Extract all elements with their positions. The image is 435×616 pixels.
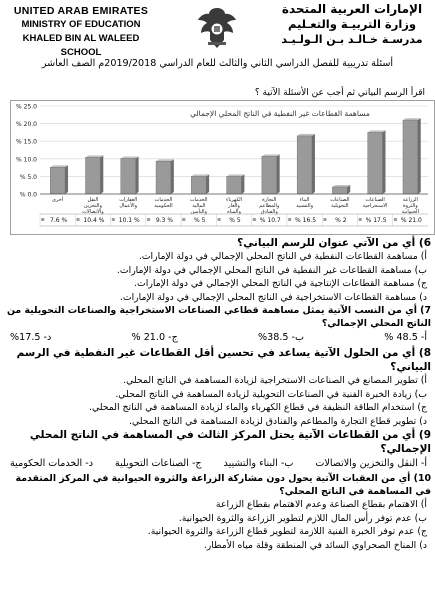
question-9-stem: 9) أي من القطاعات الآتية يحتل المركز الثالث في المساهمة في الناتج المحلي الإجمالي؟ [29, 429, 431, 455]
legend-swatch [359, 218, 362, 221]
bar-chart [10, 100, 435, 235]
question-6-option-d[interactable]: د) مساهمة القطاعات الاستخراجية في الناتج المحلي الإجمالي في دولة الإمارات. [119, 291, 427, 303]
x-tick-label: الصناعات الاستخراجية [362, 197, 388, 209]
bar-side [312, 134, 315, 194]
data-label: % 5 [194, 217, 206, 224]
question-6-option-a[interactable]: أ) مساهمة القطاعات النفطية في الناتج المحلي الإجمالي في دولة الإمارات. [138, 251, 427, 262]
legend-swatch [41, 218, 44, 221]
data-label: % 16.5 [295, 217, 317, 224]
question-7-option-a[interactable]: أ- 48.5 % [384, 332, 427, 343]
bar-side [382, 130, 385, 194]
question-6-stem: 6) أي من الآتي عنوان للرسم البياني؟ [237, 237, 431, 249]
question-10-option-b[interactable]: ب) عدم توفر رأس المال اللازم لتطوير الزراعة والثروة الحيوانية. [178, 512, 427, 524]
legend-swatch [323, 218, 326, 221]
legend-swatch [253, 218, 256, 221]
y-tick-label: % 20.0 [16, 121, 37, 129]
country-name-en: UNITED ARAB EMIRATES [13, 5, 149, 17]
bar [50, 167, 65, 194]
bar-side [136, 156, 139, 194]
school-name-en: KHALED BIN AL WALEED SCHOOL [22, 33, 140, 58]
chart-svg [10, 100, 435, 235]
question-6-option-b[interactable]: ب) مساهمة القطاعات غير النفطية في الناتج المحلي الإجمالي في دولة الإمارات. [116, 264, 427, 276]
instruction: اقرأ الرسم البياني ثم أجب عن الأسئلة الآتية ؟ [254, 88, 425, 98]
question-6-option-c[interactable]: ج) مساهمة القطاعات الإنتاجية في الناتج المحلي الإجمالي في دولة الإمارات. [134, 278, 427, 289]
bar-top [332, 185, 350, 187]
legend-swatch [394, 218, 397, 221]
x-tick-label: الخدمات المالية والتأمين [189, 197, 208, 215]
bar [297, 136, 312, 194]
country-name-ar: الإمارات العربية المتحدة [281, 2, 423, 16]
ministry-name-en: MINISTRY OF EDUCATION [21, 19, 141, 30]
question-7-option-c[interactable]: ج- 21.0 % [131, 332, 178, 343]
data-label: % 17.5 [365, 217, 387, 224]
y-tick-label: % 25.0 [16, 103, 37, 111]
bar [86, 157, 101, 194]
question-10-stem: 10) أي من العقبات الآتية يحول دون مشاركة الزراعة والثروة الحيوانية في المركز المتقدمة في المساهمة في الناتج المحلي؟ [15, 473, 431, 497]
page-header [0, 0, 435, 60]
ministry-name-ar: وزارة التربيـة والتعـليم [287, 17, 417, 31]
bar-top [403, 118, 421, 120]
bar [332, 187, 347, 194]
bar-top [297, 134, 315, 136]
x-tick-label: العقارات والأعمال [119, 197, 138, 209]
data-label: % 2 [335, 217, 347, 224]
legend-swatch [112, 218, 115, 221]
y-tick-label: % 5.0 [19, 173, 37, 181]
x-tick-label: الخدمات الحكومية [154, 197, 173, 209]
bar-side [65, 165, 68, 194]
question-7-stem: 7) أي من النسب الآتية يمثل مساهمة قطاعي الصناعات الاستخراجية والصناعات التحويلية من الناتج المحلي الإجمالي؟ [6, 305, 431, 329]
bar [156, 161, 171, 194]
x-tick-label: أخرى [52, 197, 64, 203]
question-8-option-a[interactable]: أ) تطوير المصانع في الصناعات الاستخراجية لزيادة المساهمة في الناتج المحلي. [123, 375, 427, 386]
bar-side [418, 118, 421, 194]
bar-top [227, 174, 245, 176]
data-label: % 10.7 [259, 217, 281, 224]
chart-title: مساهمة القطاعات غير النفطية في الناتج المحلي الإجمالي [190, 109, 370, 118]
legend-swatch [218, 218, 221, 221]
data-label: 10.1 % [118, 217, 140, 224]
bar-top [156, 159, 174, 161]
data-label: 10.4 % [83, 217, 105, 224]
x-tick-label: الكهرباء والغاز والمياه [225, 197, 243, 215]
bar [262, 156, 277, 194]
question-10-option-c[interactable]: ج) عدم توفر الخبرة الفنية اللازمة لتطوير قطاع الزراعة والثروة الحيوانية. [147, 526, 427, 537]
data-label: % 21.0 [400, 217, 422, 224]
x-tick-label: الزراعة والثروة الحيوانية [401, 197, 419, 215]
data-label: 7.6 % [50, 217, 68, 224]
school-name-ar: مدرسـة خـالـد بـن الـولـيـد [281, 33, 423, 46]
bar-side [206, 174, 209, 194]
bar-top [368, 130, 386, 132]
bar [403, 120, 418, 194]
bar [191, 176, 206, 194]
y-tick-label: % 15.0 [16, 138, 37, 146]
x-tick-label: الصناعات التحويلية [330, 197, 350, 209]
question-9-option-c[interactable]: ج- الصناعات التحويلية [114, 458, 202, 469]
legend-swatch [147, 218, 150, 221]
data-label: % 5 [229, 217, 241, 224]
question-7-options [6, 330, 431, 346]
x-tick-label: النقل والتخزين والاتصالات [82, 197, 104, 215]
question-9-option-d[interactable]: د- الخدمات الحكومية [10, 458, 93, 469]
bar-top [86, 155, 104, 157]
question-7-option-b[interactable]: ب- 38.5% [258, 332, 305, 343]
bar-top [121, 156, 139, 158]
data-label: 9.3 % [155, 217, 174, 224]
question-7-option-d[interactable]: د- 17.5% [10, 332, 52, 343]
question-9-option-b[interactable]: ب- البناء والتشييد [223, 458, 294, 469]
uae-emblem-icon [196, 4, 238, 50]
question-8-stem: 8) أي من الحلول الآتية يساعد في تحسين أقل القطاعات غير النفطية في الرسم البياني؟ [16, 347, 431, 373]
question-8-option-b[interactable]: ب) زيادة الخبرة الفنية في الصناعات التحويلية لزيادة المساهمة في الناتج المحلي. [115, 388, 427, 400]
question-8-option-c[interactable]: ج) استخدام الطاقة النظيفة في قطاع الكهرباء والماء لزيادة المساهمة في الناتج المحلي. [89, 402, 427, 413]
question-10-option-a[interactable]: أ) الاهتمام بقطاع الصناعة وعدم الاهتمام بقطاع الزراعة [215, 499, 427, 510]
x-tick-label: البناء والتشييد [296, 197, 314, 209]
bar [368, 132, 383, 194]
y-tick-label: % 0.0 [19, 191, 37, 199]
y-tick-label: % 10.0 [16, 156, 37, 164]
questions-section [6, 236, 431, 552]
legend-swatch [182, 218, 185, 221]
bar-top [191, 174, 209, 176]
bar-top [50, 165, 68, 167]
english-header [6, 4, 156, 60]
bar [227, 176, 242, 194]
legend-swatch [77, 218, 80, 221]
question-9-options [6, 456, 431, 472]
bar-side [171, 159, 174, 194]
exam-title: أسئلة تدريبية للفصل الدراسي الثاني والثالث للعام الدراسي 2019/2018م الصف العاشر [41, 58, 394, 69]
bar-side [241, 174, 244, 194]
arabic-header [277, 2, 427, 47]
legend-swatch [288, 218, 291, 221]
bar-top [262, 154, 280, 156]
bar [121, 158, 136, 194]
bar-side [277, 154, 280, 194]
x-tick-label: التجارة والمطاعم والفنادق [259, 197, 280, 215]
question-9-option-a[interactable]: أ- النقل والتخزين والاتصالات [315, 458, 427, 469]
question-8-option-d[interactable]: د) تطوير قطاع التجارة والمطاعم والفنادق لزيادة المساهمة في الناتج المحلي. [129, 415, 427, 427]
question-10-option-d[interactable]: د) المناخ الصحراوي السائد في المنطقة وقلة مياه الأمطار. [203, 539, 427, 551]
bar-side [100, 155, 103, 194]
